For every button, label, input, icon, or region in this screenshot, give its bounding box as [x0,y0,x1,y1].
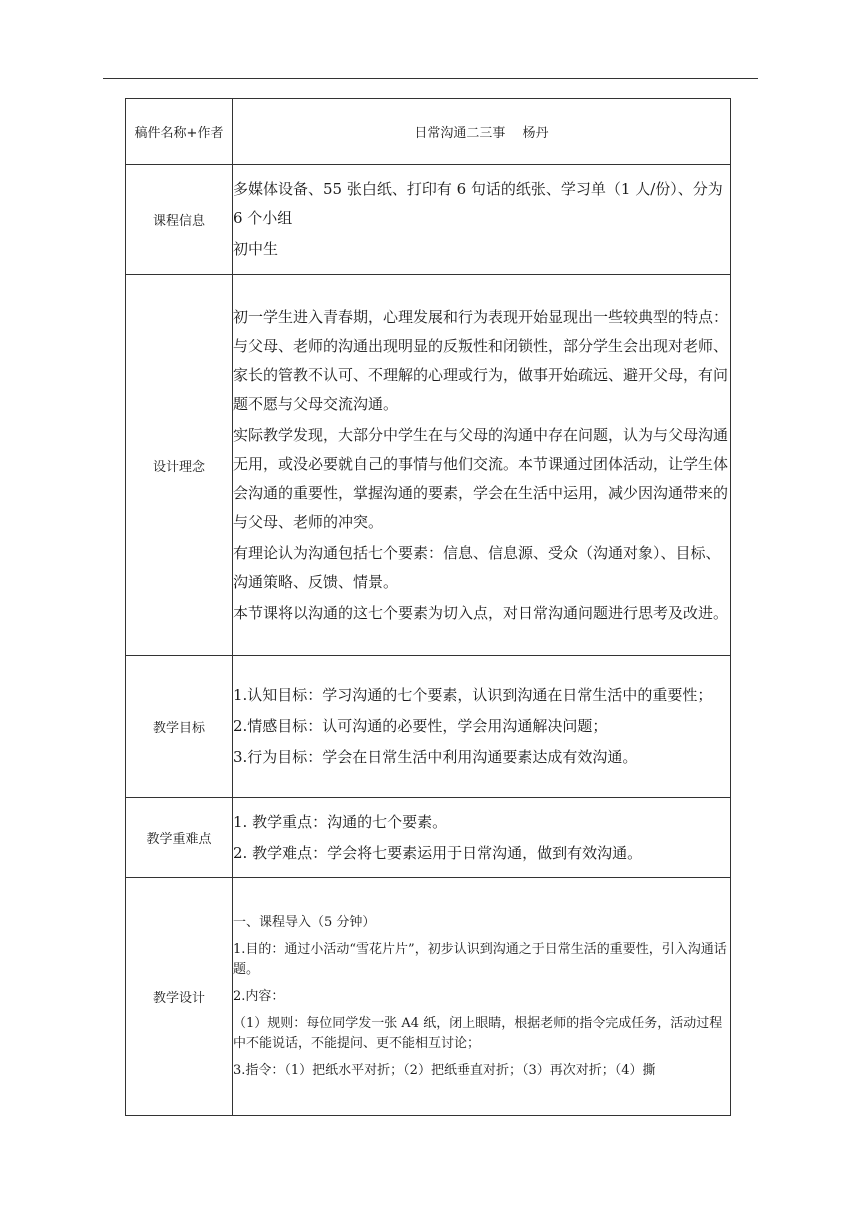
manuscript-title: 日常沟通二三事 杨丹 [233,99,731,165]
row-label-design-concept: 设计理念 [126,275,233,656]
objective-item: 1.认知目标：学习沟通的七个要素，认识到沟通在日常生活中的重要性； [233,686,713,704]
table-row-key-points [126,798,731,878]
table-row-objectives [126,656,731,798]
teaching-design-content [233,878,731,1116]
table-row-teaching-design [126,878,731,1116]
course-info-content [233,165,731,275]
row-label-course-info: 课程信息 [126,165,233,275]
design-paragraph: 有理论认为沟通包括七个要素：信息、信息源、受众（沟通对象）、目标、沟通策略、反馈、情景。 [233,543,721,591]
design-paragraph: 本节课将以沟通的这七个要素为切入点，对日常沟通问题进行思考及改进。 [233,603,729,622]
design-concept-content [233,275,731,656]
lesson-plan-table [125,98,731,1116]
teaching-design-item: 2.内容： [233,988,285,1004]
teaching-design-item: 一、课程导入（5 分钟） [233,914,376,930]
teaching-design-item: （1）规则：每位同学发一张 A4 纸，闭上眼睛，根据老师的指令完成任务，活动过程中不能说话，不能提问、更不能相互讨论； [233,1015,723,1051]
objective-item: 3.行为目标：学会在日常生活中利用沟通要素达成有效沟通。 [233,748,638,766]
design-paragraph: 初一学生进入青春期，心理发展和行为表现开始显现出一些较典型的特点：与父母、老师的沟通出现明显的反叛性和闭锁性，部分学生会出现对老师、家长的管教不认可、不理解的心理或行为，做事开始疏远、避开父母，有问题不愿与父母交流沟通。 [233,307,729,413]
table-row-design-concept [126,275,731,656]
teaching-design-item: 1.目的：通过小活动“雪花片片”，初步认识到沟通之于日常生活的重要性，引入沟通话题。 [233,941,727,977]
row-label-objectives: 教学目标 [126,656,233,798]
table-row-title [126,99,731,165]
row-label-key-points: 教学重难点 [126,798,233,878]
key-point-item: 1. 教学重点：沟通的七个要素。 [233,812,448,831]
row-label-teaching-design: 教学设计 [126,878,233,1116]
table-row-course-info [126,165,731,275]
objective-item: 2.情感目标：认可沟通的必要性，学会用沟通解决问题； [233,717,608,735]
objectives-content [233,656,731,798]
course-audience-text: 初中生 [233,240,279,258]
key-point-item: 2. 教学难点：学会将七要素运用于日常沟通，做到有效沟通。 [233,843,643,862]
course-materials-text: 多媒体设备、55 张白纸、打印有 6 句话的纸张、学习单（1 人/份）、分为 6 个小组 [233,180,723,227]
row-label-title-author: 稿件名称+作者 [126,99,233,165]
key-points-content [233,798,731,878]
design-paragraph: 实际教学发现，大部分中学生在与父母的沟通中存在问题，认为与父母沟通无用，或没必要就自己的事情与他们交流。本节课通过团体活动，让学生体会沟通的重要性，掌握沟通的要素，学会在生活中运用，减少因沟通带来的与父母、老师的冲突。 [233,425,729,531]
header-rule [103,78,758,79]
teaching-design-item: 3.指令：（1）把纸水平对折；（2）把纸垂直对折；（3）再次对折；（4）撕 [233,1062,656,1078]
